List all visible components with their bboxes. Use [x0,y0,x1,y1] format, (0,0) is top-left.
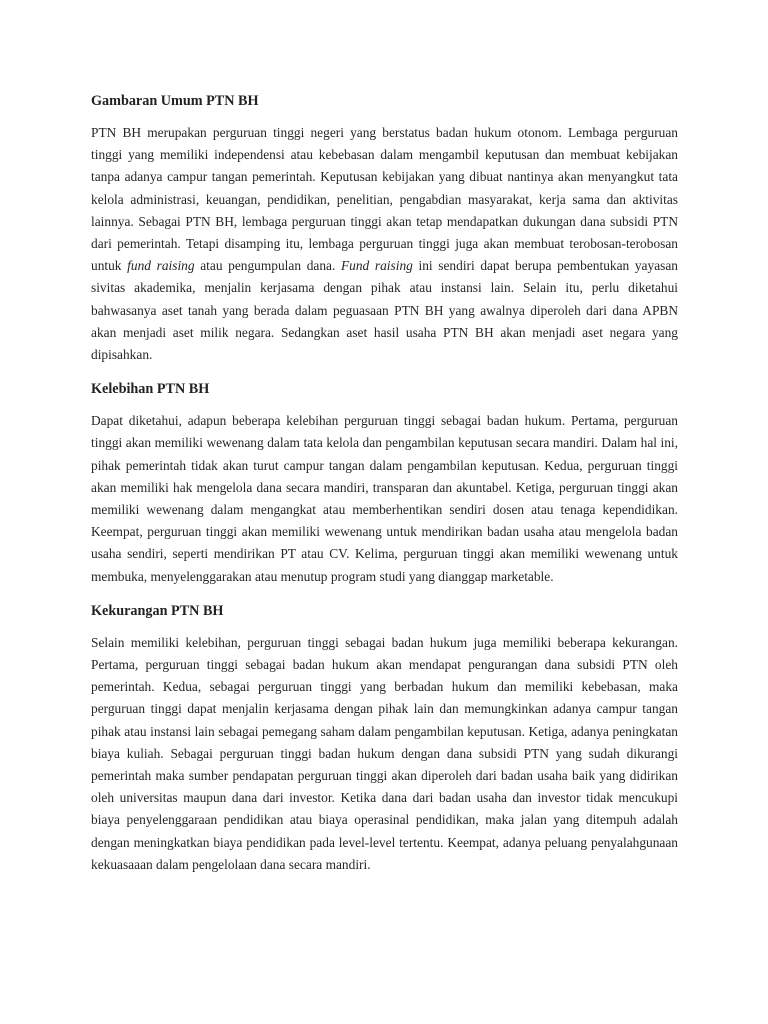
text-segment: atau pengumpulan dana. [194,258,341,274]
text-segment: Selain memiliki kelebihan, perguruan tinggi sebagai badan hukum juga memiliki beberapa kekurangan. Pertama, perguruan tinggi sebagai badan hukum akan mendapat pengurangan dana subsidi PTN oleh pemerintah. Kedua, sebagai perguruan tinggi yang berbadan hukum dan memiliki kebebasan, maka perguruan tinggi dapat menjalin kerjasama dengan pihak lain dan memungkinkan adanya campur tangan pihak atau instansi lain sebagai pemegang saham dalam pengambilan keputusan. Ketiga, adanya peningkatan biaya kuliah. Sebagai perguruan tinggi badan hukum dengan dana subsidi PTN yang sudah dikurangi pemerintah maka sumber pendapatan perguruan tinggi akan diperoleh dari badan usaha baik yang didirikan oleh universitas maupun dana dari investor. Ketika dana dari badan usaha dan investor tidak mencukupi biaya penyelenggaraan pendidikan atau biaya operasinal pendidikan, maka jalan yang ditempuh adalah dengan meningkatkan biaya pendidikan pada level-level tertentu. Keempat, adanya peluang penyalahgunaan kekuasaaan dalam pengelolaan dana secara mandiri. [91,634,678,872]
text-segment: ini sendiri dapat berupa pembentukan yayasan sivitas akademika, menjalin kerjasama dengan pihak atau instansi lain. Selain itu, perlu diketahui bahwasanya aset tanah yang berada dalam peguasaan PTN BH yang awalnya diperoleh dari dana APBN akan menjadi aset milik negara. Sedangkan aset hasil usaha PTN BH akan menjadi aset negara yang dipisahkan. [91,258,678,363]
section-heading-kelebihan: Kelebihan PTN BH [91,381,210,398]
section-body-gambaran-umum [91,122,678,366]
section-body-kelebihan [91,410,678,588]
section-heading-gambaran-umum: Gambaran Umum PTN BH [91,93,259,109]
document-page [91,90,678,888]
section-heading-kekurangan: Kekurangan PTN BH [91,602,224,619]
text-segment: Dapat diketahui, adapun beberapa kelebihan perguruan tinggi sebagai badan hukum. Pertama, perguruan tinggi akan memiliki wewenang dalam tata kelola dan pengambilan keputusan secara mandiri. Dalam hal ini, pihak pemerintah tidak akan turut campur tangan dalam pengambilan keputusan. Kedua, perguruan tinggi akan memiliki hak mengelola dana secara mandiri, transparan dan akuntabel. Ketiga, perguruan tinggi akan memiliki wewenang dalam mengangkat atau memberhentikan sendiri dosen atau tenaga kependidikan. Keempat, perguruan tinggi akan memiliki wewenang untuk mendirikan badan usaha atau mengelola badan usaha sendiri, seperti mendirikan PT atau CV. Kelima, perguruan tinggi akan memiliki wewenang untuk membuka, menyelenggarakan atau menutup program studi yang dianggap marketable. [91,413,678,584]
text-segment: PTN BH merupakan perguruan tinggi negeri yang berstatus badan hukum otonom. Lembaga perguruan tinggi yang memiliki independensi atau kebebasan dalam mengambil keputusan dan membuat kebijakan tanpa adanya campur tangan pemerintah. Keputusan kebijakan yang dibuat nantinya akan menyangkut tata kelola administrasi, keuangan, pendidikan, penelitian, pengabdian masyarakat, kerja sama dan aktivitas lainnya. Sebagai PTN BH, lembaga perguruan tinggi akan tetap mendapatkan dukungan dana subsidi PTN dari pemerintah. Tetapi disamping itu, lembaga perguruan tinggi juga akan membuat terobosan-terobosan untuk [91,125,678,274]
text-segment-italic: fund raising [127,258,195,274]
section-body-kekurangan [91,632,678,876]
text-segment-italic: Fund raising [340,258,413,274]
